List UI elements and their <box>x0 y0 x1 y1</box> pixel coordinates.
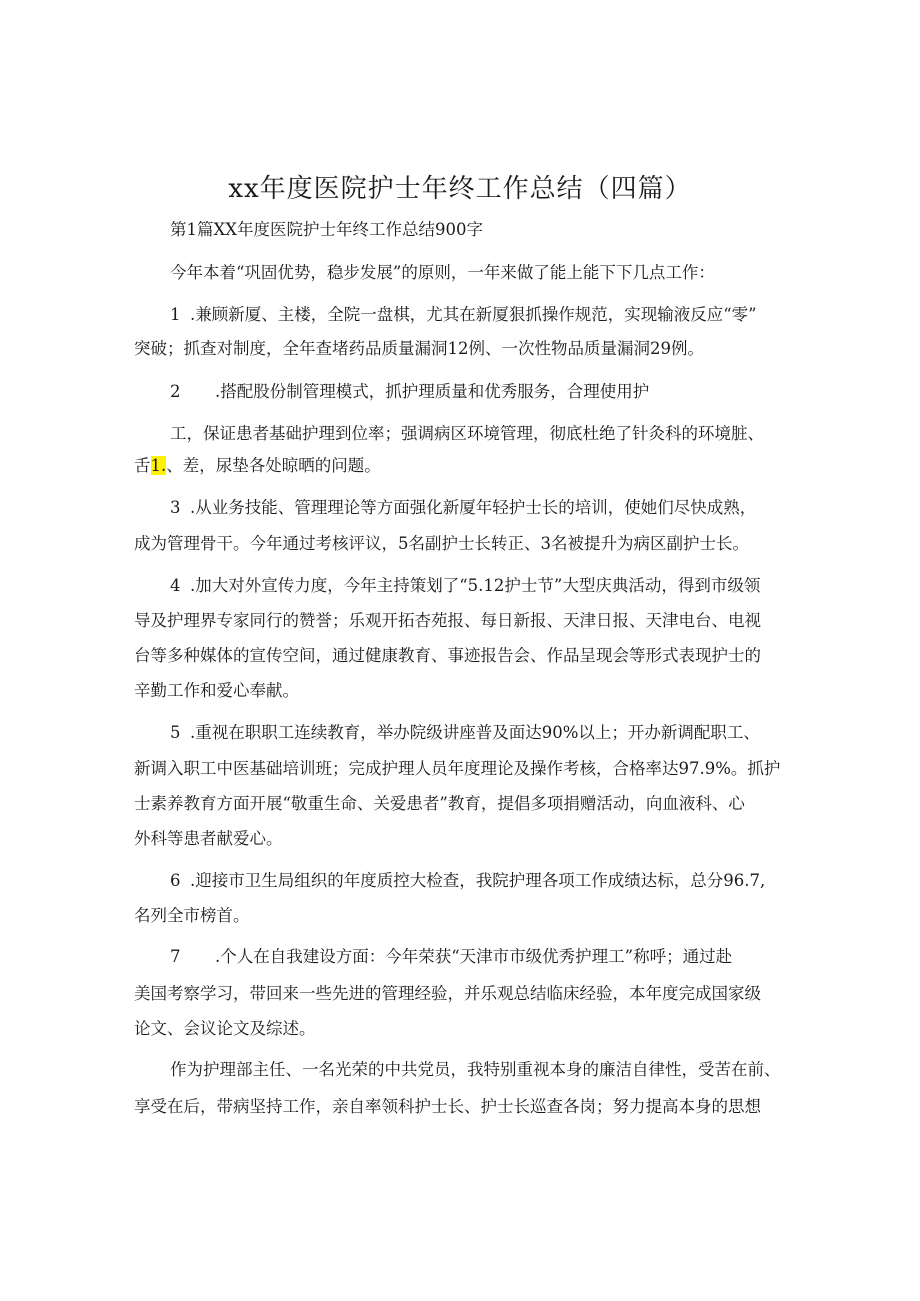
item-text-line: .迎接市卫生局组织的年度质控大检查，我院护理各项工作成绩达标，总分96.7, <box>190 871 766 890</box>
item-text-line <box>134 455 381 477</box>
intro-paragraph: 今年本着“巩固优势，稳步发展”的原则，一年来做了能上能下下几点工作： <box>170 263 715 282</box>
item-number: 7 <box>170 947 181 966</box>
item-text-line: 工，保证患者基础护理到位率；强调病区环境管理，彻底杜绝了针灸科的环境脏、 <box>170 424 764 443</box>
line-rest: 、差，尿垫各处晾晒的问题。 <box>166 456 381 475</box>
item-number: 5 <box>170 723 181 742</box>
item-number: 4 <box>170 576 181 595</box>
item-text-line: 突破；抓查对制度，全年查堵药品质量漏洞12例、一次性物品质量漏洞29例。 <box>134 339 704 358</box>
item-text-line: .从业务技能、管理理论等方面强化新厦年轻护士长的培训，使她们尽快成熟， <box>190 498 757 517</box>
item-number: 1 <box>170 305 181 324</box>
item-text-line: 论文、会议论文及综述。 <box>134 1019 316 1038</box>
item-text-line: 新调入职工中医基础培训班；完成护理人员年度理论及操作考核，合格率达97.9%。抓护 <box>134 759 781 778</box>
item-text-line: 名列全市榜首。 <box>134 906 250 925</box>
item-text-line: .重视在职职工连续教育，举办院级讲座普及面达90%以上；开办新调配职工、 <box>190 723 760 742</box>
item-text-line: .兼顾新厦、主楼，全院一盘棋，尤其在新厦狠抓操作规范，实现输液反应“零” <box>190 305 757 324</box>
item-text-line: 台等多种媒体的宣传空间，通过健康教育、事迹报告会、作品呈现会等形式表现护士的 <box>134 646 761 665</box>
closing-paragraph-line: 作为护理部主任、一名光荣的中共党员，我特别重视本身的廉洁自律性，受苦在前、 <box>170 1060 781 1079</box>
item-text-line: 成为管理骨干。今年通过考核评议，5名副护士长转正、3名被提升为病区副护士长。 <box>134 534 749 553</box>
document-title: xx年度医院护士年终工作总结（四篇） <box>228 174 692 204</box>
highlighted-text: 1. <box>150 456 167 475</box>
item-number: 2 <box>170 382 181 401</box>
item-number: 6 <box>170 871 181 890</box>
item-text-line: .搭配股份制管理模式，抓护理质量和优秀服务，合理使用护 <box>215 382 650 401</box>
item-text-line: 美国考察学习，带回来一些先进的管理经验，并乐观总结临床经验，本年度完成国家级 <box>134 984 761 1003</box>
item-text-line: .个人在自我建设方面：今年荣获“天津市市级优秀护理工”称呼；通过赴 <box>215 947 733 966</box>
line-prefix: 舌 <box>134 456 151 475</box>
item-text-line: 士素养教育方面开展“敬重生命、关爱患者”教育，提倡多项捐赠活动，向血液科、心 <box>134 794 745 813</box>
item-text-line: .加大对外宣传力度，今年主持策划了“5.12护士节”大型庆典活动，得到市级领 <box>190 576 761 595</box>
item-text-line: 外科等患者献爱心。 <box>134 829 283 848</box>
closing-paragraph-line: 享受在后，带病坚持工作，亲自率领科护士长、护士长巡查各岗；努力提高本身的思想 <box>134 1097 761 1116</box>
section-subtitle: 第1篇XX年度医院护士年终工作总结900字 <box>170 220 483 239</box>
item-text-line: 辛勤工作和爱心奉献。 <box>134 681 299 700</box>
item-number: 3 <box>170 498 181 517</box>
item-text-line: 导及护理界专家同行的赞誉；乐观开拓杏苑报、每日新报、天津日报、天津电台、电视 <box>134 611 761 630</box>
